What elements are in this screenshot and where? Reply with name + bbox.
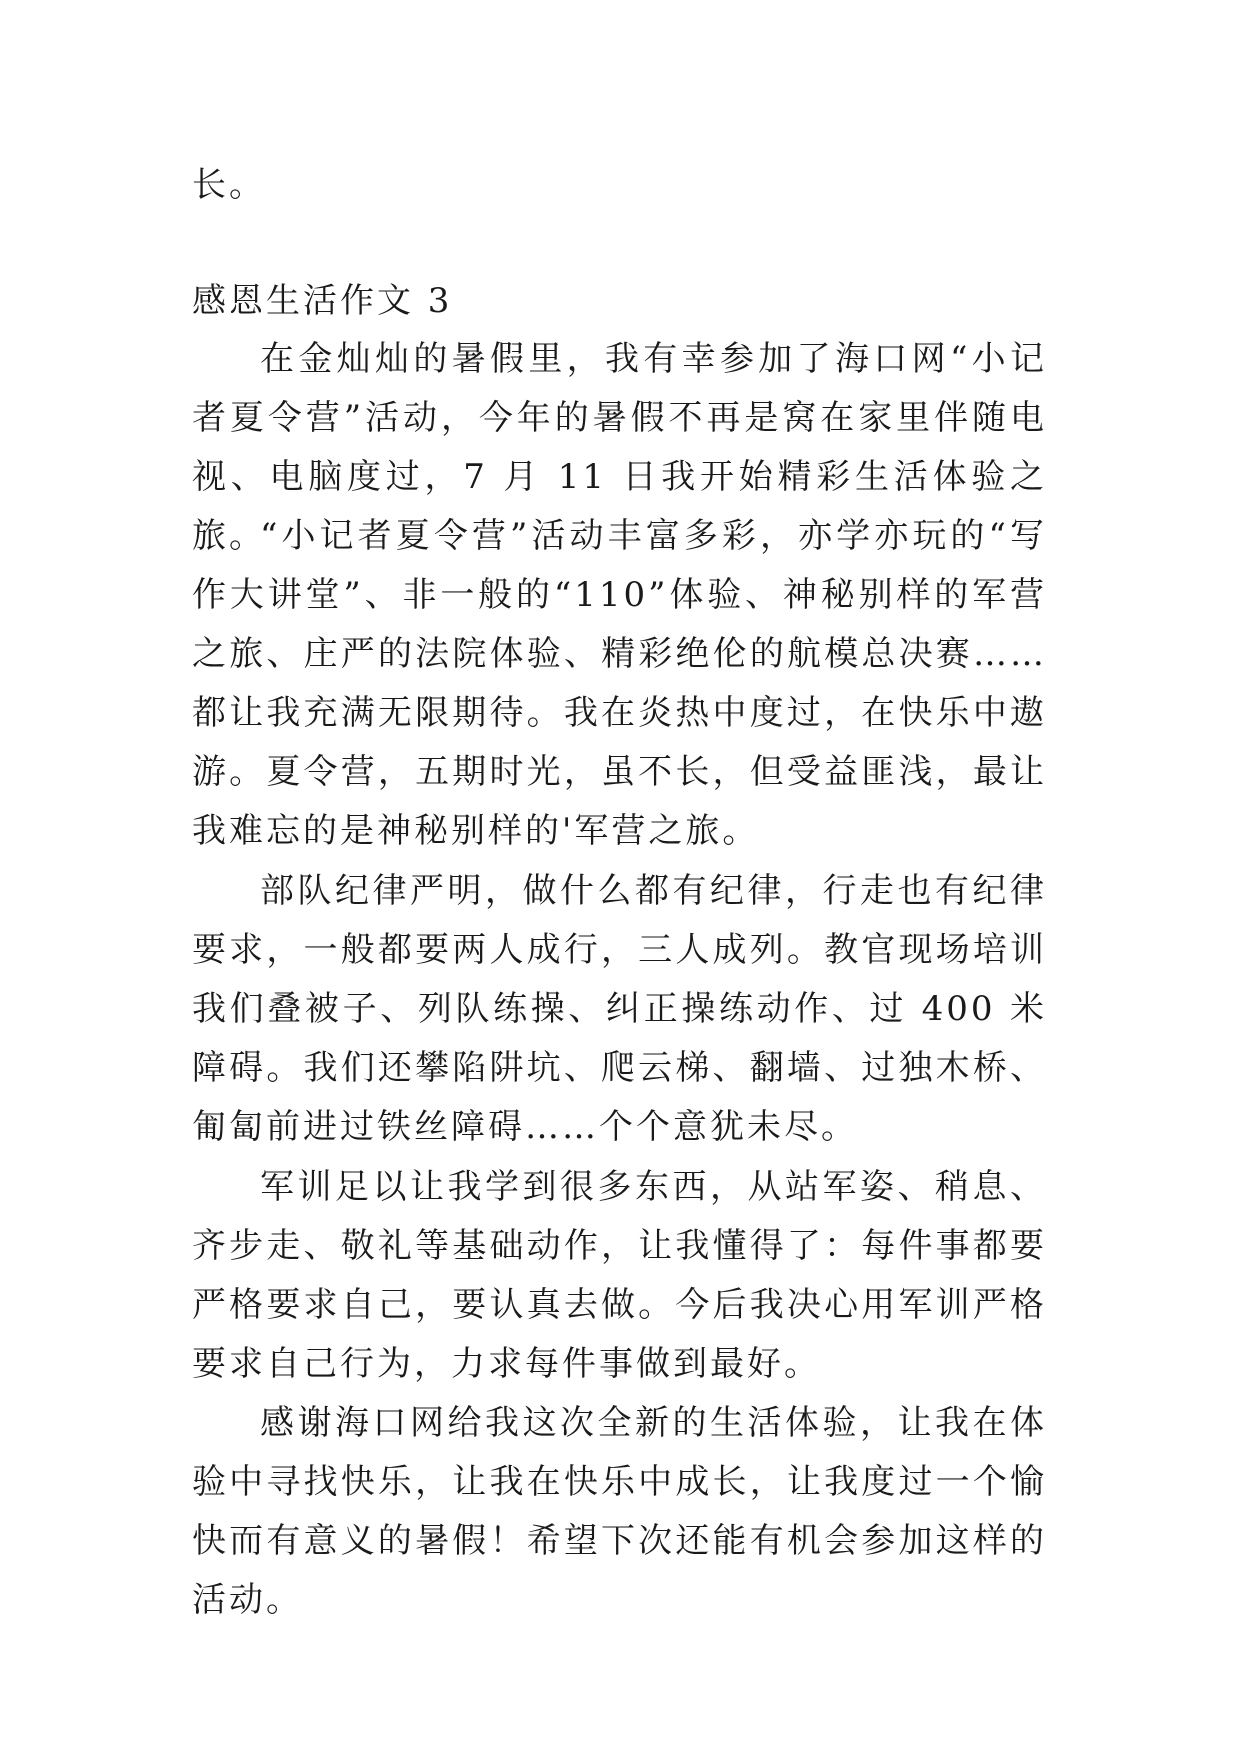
paragraph-1: 在金灿灿的暑假里，我有幸参加了海口网“小记者夏令营”活动，今年的暑假不再是窝在家里伴随电视、电脑度过，7 月 11 日我开始精彩生活体验之旅。: [192, 339, 1047, 556]
essay-title: 感恩生活作文 3: [192, 281, 453, 321]
paragraph-3: 部队纪律严明，做什么都有纪律，行走也有纪律要求，一般都要两人成行，三人成列。教官现场培训我们叠被子、列队练操、纠正操练动作、过 400 米障碍。我们还攀陷阱坑、爬云梯、翻墙、过独木桥、匍匐前进过铁丝障碍……个个意犹未尽。: [192, 871, 1047, 1147]
paragraph-5: 感谢海口网给我这次全新的生活体验，让我在体验中寻找快乐，让我在快乐中成长，让我度过一个愉快而有意义的暑假！希望下次还能有机会参加这样的活动。: [192, 1403, 1047, 1620]
continuation-text: 长。: [192, 165, 266, 205]
paragraph-2: “小记者夏令营”活动丰富多彩，亦学亦玩的“写作大讲堂”、非一般的“110”体验、神秘别样的军营之旅、庄严的法院体验、精彩绝伦的航模总决赛……都让我充满无限期待。我在炎热中度过，在快乐中遨游。夏令营，五期时光，虽不长，但受益匪浅，最让我难忘的是神秘别样的'军营之旅。: [192, 516, 1047, 851]
paragraph-4: 军训足以让我学到很多东西，从站军姿、稍息、齐步走、敬礼等基础动作，让我懂得了：每件事都要严格要求自己，要认真去做。今后我决心用军训严格要求自己行为，力求每件事做到最好。: [192, 1167, 1047, 1384]
